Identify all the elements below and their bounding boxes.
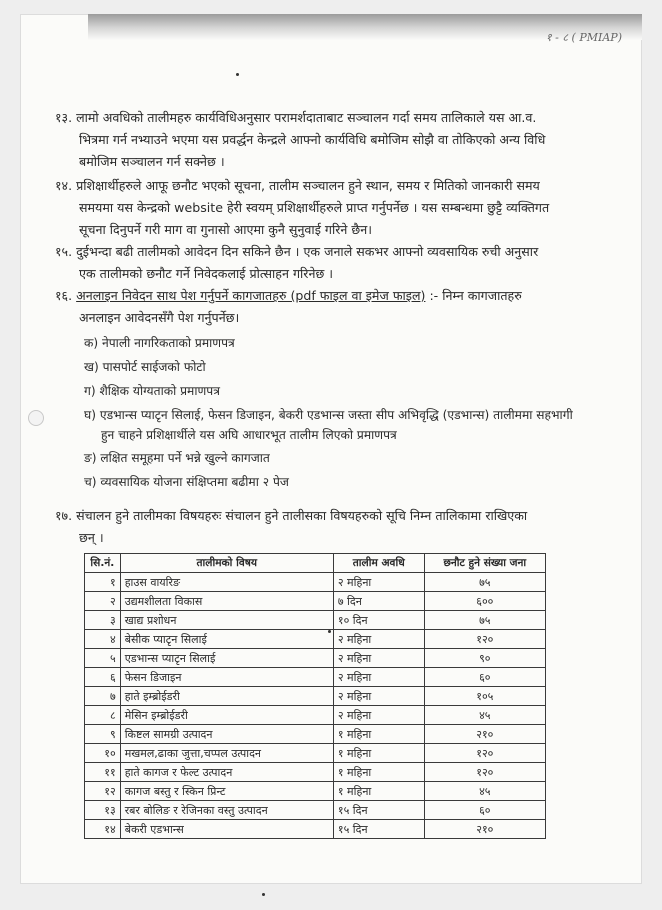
document-item (84, 472, 614, 492)
table-row (85, 687, 546, 706)
table-row (85, 592, 546, 611)
cell-subject: बेसीक प्याटृन सिलाई (120, 630, 333, 649)
p17-line2: छन् । (79, 530, 104, 545)
paragraph-17 (55, 505, 610, 549)
cell-count: १२० (424, 630, 545, 649)
cell-subject: उद्यमशीलता विकास (120, 592, 333, 611)
table-row (85, 573, 546, 592)
cell-duration: १ महिना (333, 725, 424, 744)
table-row (85, 801, 546, 820)
item-text: ङ) लक्षित समूहमा पर्ने भन्ने खुल्ने कागजात (84, 451, 270, 465)
cell-duration: १ महिना (333, 763, 424, 782)
document-item (84, 381, 614, 401)
item-text: क) नेपाली नागरिकताको प्रमाणपत्र (84, 336, 235, 350)
col-header-duration: तालीम अवधि (333, 554, 424, 573)
cell-subject: रबर बोलिङ र रेजिनका वस्तु उत्पादन (120, 801, 333, 820)
cell-sn: १२ (85, 782, 121, 801)
cell-sn: १४ (85, 820, 121, 839)
cell-sn: १ (85, 573, 121, 592)
cell-sn: ६ (85, 668, 121, 687)
cell-count: ९० (424, 649, 545, 668)
col-header-count: छनौट हुने संख्या जना (424, 554, 545, 573)
cell-count: २१० (424, 725, 545, 744)
table-header-row (85, 554, 546, 573)
cell-sn: ८ (85, 706, 121, 725)
table-row (85, 820, 546, 839)
table-row (85, 782, 546, 801)
table-row (85, 706, 546, 725)
cell-count: १०५ (424, 687, 545, 706)
cell-sn: २ (85, 592, 121, 611)
cell-subject: मेसिन इम्ब्रोईडरी (120, 706, 333, 725)
document-item (84, 448, 614, 468)
cell-duration: १५ दिन (333, 801, 424, 820)
table-row (85, 630, 546, 649)
cell-duration: २ महिना (333, 573, 424, 592)
p17-line1: १७. संचालन हुने तालीमका विषयहरुः संचालन हुने तालीसका विषयहरुको सूचि निम्न तालिकामा राखिएका (55, 508, 528, 523)
item-text: ख) पासपोर्ट साईजको फोटो (84, 360, 206, 374)
cell-duration: १ महिना (333, 782, 424, 801)
cell-subject: किष्टल सामग्री उत्पादन (120, 725, 333, 744)
punch-hole (28, 410, 44, 426)
cell-count: ७५ (424, 611, 545, 630)
cell-count: ७५ (424, 573, 545, 592)
cell-duration: १ महिना (333, 744, 424, 763)
cell-count: २१० (424, 820, 545, 839)
cell-count: ६० (424, 801, 545, 820)
col-header-sn: सि.नं. (85, 554, 121, 573)
p14-line1: १४. प्रशिक्षार्थीहरुले आफू छनौट भएको सूचना, तालीम सञ्चालन हुने स्थान, समय र मितिको जानकारी समय (55, 178, 540, 193)
p16-heading: अनलाइन निवेदन साथ पेश गर्नुपर्ने कागजातहरु (pdf फाइल वा इमेज फाइल) (76, 288, 426, 303)
cell-duration: २ महिना (333, 706, 424, 725)
item-text: ग) शैक्षिक योग्यताको प्रमाणपत्र (84, 384, 220, 398)
p15-line1: १५. दुईभन्दा बढी तालीमको आवेदन दिन सकिने छैन । एक जनाले सकभर आफ्नो व्यवसायिक रुची अनुसार (55, 244, 539, 259)
p14-line3: सूचना दिनुपर्ने गरी माग वा गुनासो आएमा कुनै सुनुवाई गरिने छैन। (79, 222, 372, 237)
paragraph-16 (55, 285, 610, 329)
cell-duration: ७ दिन (333, 592, 424, 611)
scan-speck (262, 893, 265, 896)
col-header-subject: तालीमको विषय (120, 554, 333, 573)
table-row (85, 725, 546, 744)
item-continuation: हुन चाहने प्रशिक्षार्थीले यस अघि आधारभूत तालीम लिएको प्रमाणपत्र (101, 428, 397, 442)
paragraph-13 (55, 107, 610, 173)
p13-line3: बमोजिम सञ्चालन गर्न सक्नेछ । (79, 154, 225, 169)
table-row (85, 649, 546, 668)
p13-line1: १३. लामो अवधिको तालीमहरु कार्यविधिअनुसार परामर्शदाताबाट सञ्चालन गर्दा समय तालिकाले यस आ.व. (55, 110, 537, 125)
scan-speck (236, 73, 239, 76)
p13-line2: भित्रमा गर्न नभ्याउने भएमा यस प्रवर्द्धन केन्द्रले आफ्नो कार्यविधि बमोजिम सोझै वा तोकिएको अन्य विधि (79, 132, 546, 147)
cell-subject: हाउस वायरिङ (120, 573, 333, 592)
cell-sn: ४ (85, 630, 121, 649)
cell-count: ४५ (424, 706, 545, 725)
cell-duration: २ महिना (333, 687, 424, 706)
document-item (84, 357, 614, 377)
cell-subject: मखमल,ढाका जुत्ता,चप्पल उत्पादन (120, 744, 333, 763)
training-table (84, 553, 546, 839)
cell-count: १२० (424, 744, 545, 763)
p16-tail: :- निम्न कागजातहरु (429, 288, 522, 303)
table-row (85, 611, 546, 630)
paragraph-14 (55, 175, 610, 241)
cell-duration: २ महिना (333, 630, 424, 649)
cell-duration: २ महिना (333, 668, 424, 687)
cell-subject: खाद्य प्रशोधन (120, 611, 333, 630)
cell-sn: ११ (85, 763, 121, 782)
p16-number: १६. (55, 288, 73, 303)
cell-duration: २ महिना (333, 649, 424, 668)
paragraph-15 (55, 241, 610, 285)
cell-subject: हाते इम्ब्रोईडरी (120, 687, 333, 706)
cell-subject: बेकरी एडभान्स (120, 820, 333, 839)
p14-line2: समयमा यस केन्द्रको website हेरी स्वयम् प्रशिक्षार्थीहरुले प्राप्त गर्नुपर्नेछ । यस सम्बन्धमा छुट्टै व्यक्तिगत (79, 200, 550, 215)
document-item (84, 333, 614, 353)
cell-sn: १० (85, 744, 121, 763)
table-row (85, 744, 546, 763)
cell-count: ६० (424, 668, 545, 687)
cell-sn: १३ (85, 801, 121, 820)
cell-duration: १० दिन (333, 611, 424, 630)
document-item (84, 405, 614, 445)
cell-sn: ३ (85, 611, 121, 630)
cell-sn: ९ (85, 725, 121, 744)
cell-subject: फेसन डिजाइन (120, 668, 333, 687)
cell-count: १२० (424, 763, 545, 782)
cell-count: ४५ (424, 782, 545, 801)
cell-sn: ७ (85, 687, 121, 706)
cell-count: ६०० (424, 592, 545, 611)
handwritten-note: १ - ८ ( PMIAP) (545, 31, 622, 44)
item-text: च) व्यवसायिक योजना संक्षिप्तमा बढीमा २ पेज (84, 475, 289, 489)
table-row (85, 763, 546, 782)
p16-line2: अनलाइन आवेदनसँगै पेश गर्नुपर्नेछ। (79, 310, 240, 325)
cell-duration: १५ दिन (333, 820, 424, 839)
cell-subject: एडभान्स प्याटृन सिलाई (120, 649, 333, 668)
cell-sn: ५ (85, 649, 121, 668)
table-body (85, 573, 546, 839)
p15-line2: एक तालीमको छनौट गर्ने निवेदकलाई प्रोत्साहन गरिनेछ । (79, 266, 334, 281)
item-text: घ) एडभान्स प्याटृन सिलाई, फेसन डिजाइन, बेकरी एडभान्स जस्ता सीप अभिवृद्धि (एडभान्स) तालीममा सहभागी (84, 408, 573, 422)
cell-subject: कागज बस्तु र स्किन प्रिन्ट (120, 782, 333, 801)
cell-subject: हाते कागज र फेल्ट उत्पादन (120, 763, 333, 782)
table-row (85, 668, 546, 687)
